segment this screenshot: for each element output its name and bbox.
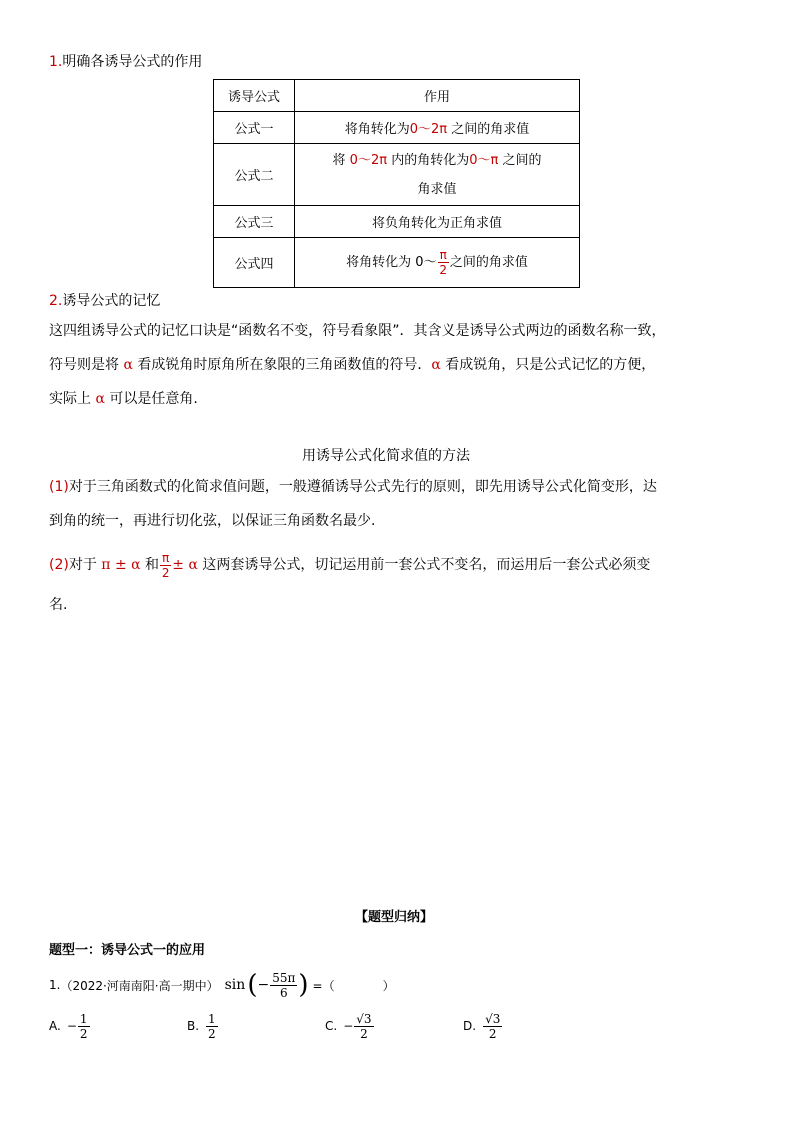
table-cell-name: 公式二 bbox=[214, 144, 295, 206]
item-number: (1) bbox=[49, 479, 69, 495]
summary-heading: 【题型归纳】 bbox=[355, 910, 434, 925]
option-label: A. bbox=[49, 1019, 61, 1033]
formula-table bbox=[213, 79, 580, 288]
fraction-denominator: 2 bbox=[79, 1026, 88, 1041]
function-name: sin bbox=[224, 977, 246, 993]
fraction-numerator: √3 bbox=[485, 1011, 501, 1026]
sign: − bbox=[66, 1019, 77, 1033]
option-label: C. bbox=[325, 1019, 338, 1033]
table-header-cell: 作用 bbox=[295, 80, 580, 112]
fraction bbox=[270, 972, 297, 999]
table-cell-effect bbox=[295, 144, 580, 206]
cell-range: 0～2π bbox=[349, 152, 388, 168]
text: 对于 bbox=[68, 557, 97, 573]
table-cell-effect: 将负角转化为正角求值 bbox=[295, 206, 580, 238]
text: 对于三角函数式的化简求值问题，一般遵循诱导公式先行的原则，即先用诱导公式化简变形，达 bbox=[68, 479, 657, 495]
sign: − bbox=[257, 977, 270, 993]
cell-text: 之间的角求值 bbox=[449, 255, 528, 270]
option-a[interactable] bbox=[49, 1008, 91, 1044]
table-header-cell: 诱导公式 bbox=[214, 80, 295, 112]
item-number: (2) bbox=[49, 557, 69, 573]
table-cell-effect bbox=[295, 238, 580, 288]
section2-body bbox=[49, 314, 749, 416]
cell-range: 0～π bbox=[469, 152, 499, 168]
equals-blank: =（ ） bbox=[312, 978, 395, 993]
fraction bbox=[78, 1013, 90, 1040]
text: 看成锐角，只是公式记忆的方便， bbox=[445, 357, 656, 373]
option-label: B. bbox=[187, 1019, 200, 1033]
text: 符号则是将 bbox=[49, 357, 119, 373]
text: 可以是任意角. bbox=[109, 391, 198, 407]
cell-text: 将角转化为 bbox=[344, 122, 410, 137]
alpha-symbol: α bbox=[123, 357, 133, 373]
type1-heading: 题型一：诱导公式一的应用 bbox=[49, 943, 206, 958]
section2-line bbox=[49, 348, 749, 382]
math-expression: ± α bbox=[172, 557, 198, 573]
math-expression: π ± α bbox=[101, 557, 141, 573]
table-cell-effect bbox=[295, 112, 580, 144]
fraction-numerator: π bbox=[162, 550, 170, 565]
method-line: 到角的统一，再进行切化弦，以保证三角函数名最少. bbox=[49, 513, 376, 529]
table-row bbox=[214, 144, 580, 206]
method-title: 用诱导公式化简求值的方法 bbox=[302, 448, 470, 464]
table-row bbox=[214, 238, 580, 288]
text: 看成锐角时原角所在象限的三角函数值的符号． bbox=[137, 357, 432, 373]
section1-number: 1. bbox=[49, 54, 63, 70]
question-source: （2022·河南南阳·高一期中） bbox=[60, 978, 219, 993]
text: 和 bbox=[145, 557, 160, 573]
cell-text: 角求值 bbox=[417, 181, 457, 197]
question-1 bbox=[49, 970, 395, 1000]
option-b[interactable] bbox=[187, 1008, 219, 1044]
option-label: D. bbox=[463, 1019, 477, 1033]
cell-text: 内的角转化为 bbox=[391, 152, 470, 168]
alpha-symbol: α bbox=[431, 357, 441, 373]
method-body bbox=[49, 470, 749, 622]
option-c[interactable] bbox=[325, 1008, 375, 1044]
fraction-numerator: 1 bbox=[79, 1011, 88, 1026]
table-row bbox=[214, 112, 580, 144]
paren-right: ) bbox=[298, 970, 309, 1000]
section2-number: 2. bbox=[49, 293, 63, 309]
method-line bbox=[49, 548, 749, 582]
option-d[interactable] bbox=[463, 1008, 503, 1044]
fraction-denominator: 2 bbox=[439, 263, 448, 277]
fraction bbox=[438, 249, 449, 276]
cell-text: 将角转化为 0～ bbox=[346, 255, 437, 270]
question-number: 1. bbox=[49, 978, 61, 992]
cell-text: 之间的角求值 bbox=[451, 122, 530, 137]
fraction-denominator: 2 bbox=[208, 1026, 216, 1041]
fraction-denominator: 2 bbox=[161, 565, 170, 580]
fraction-numerator: √3 bbox=[356, 1011, 372, 1026]
table-cell-name: 公式一 bbox=[214, 112, 295, 144]
fraction-numerator: 55π bbox=[272, 970, 296, 985]
fraction-denominator: 6 bbox=[279, 985, 288, 1000]
fraction-denominator: 2 bbox=[360, 1026, 368, 1041]
paren-left: ( bbox=[247, 970, 258, 1000]
fraction bbox=[160, 552, 171, 579]
options-row bbox=[49, 1008, 749, 1044]
cell-text: 之间的 bbox=[502, 152, 542, 168]
sign: − bbox=[343, 1019, 354, 1033]
cell-range: 0～2π bbox=[409, 122, 448, 137]
section2-line: 这四组诱导公式的记忆口诀是“函数名不变，符号看象限”．其含义是诱导公式两边的函数名称一致， bbox=[49, 323, 666, 339]
fraction-denominator: 2 bbox=[488, 1026, 497, 1041]
fraction-numerator: 1 bbox=[208, 1011, 216, 1026]
section1-heading bbox=[49, 51, 202, 71]
cell-text: 将 bbox=[332, 152, 346, 168]
method-line bbox=[49, 470, 749, 504]
table-cell-name: 公式三 bbox=[214, 206, 295, 238]
fraction bbox=[354, 1013, 373, 1040]
table-header-row bbox=[214, 80, 580, 112]
section2-heading bbox=[49, 290, 160, 310]
method-line: 名. bbox=[49, 597, 68, 613]
text: 这两套诱导公式，切记运用前一套公式不变名，而运用后一套公式必须变 bbox=[202, 557, 651, 573]
table-row bbox=[214, 206, 580, 238]
alpha-symbol: α bbox=[95, 391, 105, 407]
section2-title: 诱导公式的记忆 bbox=[62, 293, 161, 309]
section2-line bbox=[49, 382, 749, 416]
text: 实际上 bbox=[49, 391, 91, 407]
table-cell-name: 公式四 bbox=[214, 238, 295, 288]
fraction-numerator: π bbox=[439, 248, 447, 262]
fraction bbox=[206, 1013, 218, 1040]
section1-title: 明确各诱导公式的作用 bbox=[62, 54, 203, 70]
fraction bbox=[483, 1013, 502, 1040]
